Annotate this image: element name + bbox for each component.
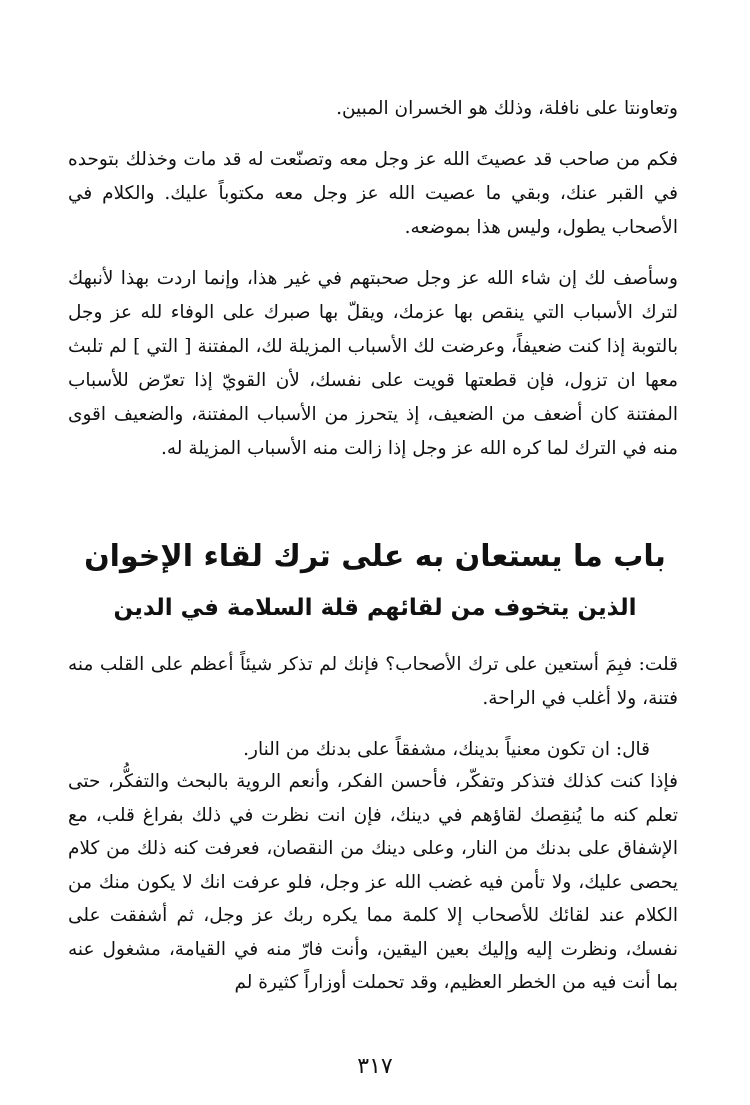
- body-paragraph-1: وتعاونتا على نافلة، وذلك هو الخسران المبين.: [336, 98, 678, 119]
- question-paragraph: قلت: فبِمَ أستعين على ترك الأصحاب؟ فإنك لم تذكر شيئاً أعظم على القلب منه فتنة، ولا أغلب في الراحة.: [68, 654, 678, 709]
- body-paragraph-2: فكم من صاحب قد عصيتَ الله عز وجل معه وتصنّعت له قد مات وخذلك بتوحده في القبر عنك، وبقي ما عصيت الله عز وجل معه مكتوباً عليك. والكلام في الأصحاب يطول، وليس هذا بموضعه.: [68, 149, 678, 238]
- body-paragraph-3: وسأصف لك إن شاء الله عز وجل صحبتهم في غير هذا، وإنما اردت بهذا لأنبهك لترك الأسباب التي ينقص بها عزمك، ويقلّ بها صبرك على الوفاء لله عز وجل بالتوبة إذا كنت ضعيفاً، وعرضت لك الأسباب المزيلة لك، المفتنة [ التي ] لم تلبث معها ان تزول، فإن قطعتها قويت على نفسك، لأن القويّ إذا تعرّض للأسباب المفتنة كان أضعف من الضعيف، إذ يتحرز من الأسباب المفتنة، والضعيف اقوى منه في الترك لما كره الله عز وجل إذا زالت منه الأسباب المزيلة له.: [68, 268, 678, 459]
- page-number: ٣١٧: [357, 1054, 393, 1079]
- chapter-heading: باب ما يستعان به على ترك لقاء الإخوان: [84, 539, 666, 574]
- chapter-subheading: الذين يتخوف من لقائهم قلة السلامة في الدين: [113, 595, 637, 621]
- explanation-paragraph: فإذا كنت كذلك فتذكر وتفكّر، فأحسن الفكر، وأنعم الروية بالبحث والتفكُّر، حتى تعلم كنه ما يُنقِصك لقاؤهم في دينك، فإن انت نظرت في ذلك بفراغ قلب، مع الإشفاق على بدنك من النار، وعلى دينك من النقصان، فعرفت كنه ذلك من كلام يحصى عليك، ولا تأمن فيه غضب الله عز وجل، فلو عرفت انك لا يكون منك من الكلام عند لقائك للأصحاب إلا كلمة مما يكره ربك عز وجل، ثم أشفقت على نفسك، ونظرت إليه وإليك بعين اليقين، وأنت فارّ منه في القيامة، مشغول عنه بما أنت فيه من الخطر العظيم، وقد تحملت أوزاراً كثيرة لم: [68, 771, 678, 993]
- answer-paragraph: قال: ان تكون معنياً بدينك، مشفقاً على بدنك من النار.: [243, 739, 650, 760]
